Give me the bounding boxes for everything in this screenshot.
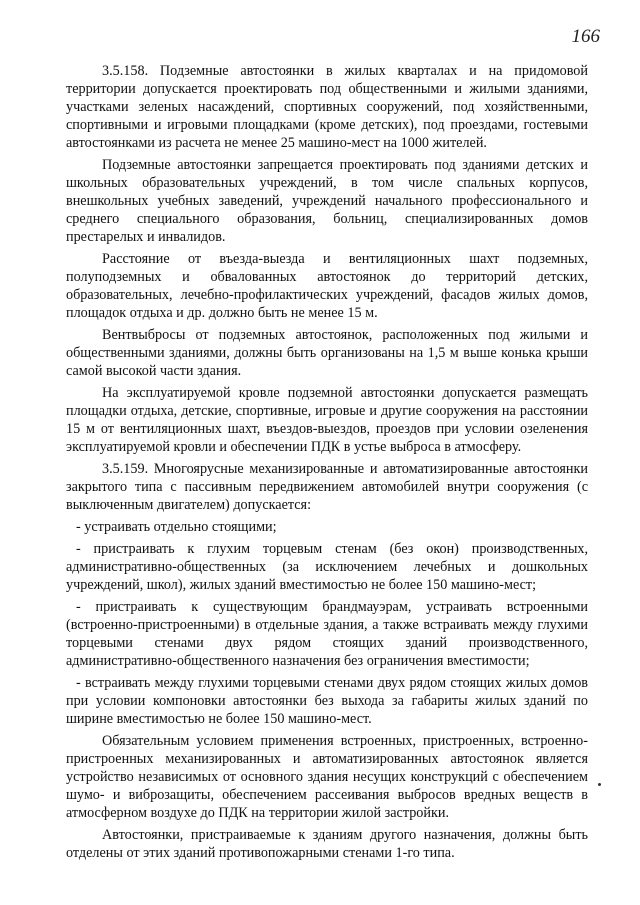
- page-number: 166: [571, 26, 600, 47]
- list-item: - пристраивать к глухим торцевым стенам (без окон) производственных, административно-общественных (за исключением лечебных и дошкольных учреждений, школ), жилых зданий вместимостью не более 150 машино-мест;: [66, 541, 588, 593]
- paragraph-ventilation: Вентвыбросы от подземных автостоянок, расположенных под жилыми и общественными зданиями, должны быть организованы на 1,5 м выше конька крыши самой высокой части здания.: [66, 327, 588, 379]
- paragraph-distance: Расстояние от въезда-выезда и вентиляционных шахт подземных, полуподземных и обвалованных автостоянок до территорий детских, образовательных, лечебно-профилактических учреждений, фасадов жилых домов, площадок отдыха и др. должно быть не менее 15 м.: [66, 251, 588, 321]
- list-item: - пристраивать к существующим брандмауэрам, устраивать встроенными (встроенно-пристроенными) в отдельные здания, а также встраивать между глухими торцевыми стенами двух рядом стоящих зданий производственного, административно-общественного назначения без ограничения вместимости;: [66, 599, 588, 669]
- scan-speck: [598, 783, 601, 786]
- paragraph-fire-walls: Автостоянки, пристраиваемые к зданиям другого назначения, должны быть отделены от этих зданий противопожарными стенами 1-го типа.: [66, 827, 588, 861]
- paragraph-3-5-158: 3.5.158. Подземные автостоянки в жилых кварталах и на придомовой территории допускается проектировать под общественными и жилыми зданиями, участками зеленых насаждений, спортивных сооружений, под хозяйственными, спортивными и игровыми площадками (кроме детских), под проездами, гостевыми автостоянками из расчета не менее 25 машино-мест на 1000 жителей.: [66, 63, 588, 151]
- paragraph-roof: На эксплуатируемой кровле подземной автостоянки допускается размещать площадки отдыха, детские, спортивные, игровые и другие сооружения на расстоянии 15 м от вентиляционных шахт, въездов-выездов, проездов при условии озеленения эксплуатируемой кровли и обеспечении ПДК в устье выброса в атмосферу.: [66, 385, 588, 455]
- paragraph-3-5-159: 3.5.159. Многоярусные механизированные и автоматизированные автостоянки закрытого типа с пассивным передвижением автомобилей внутри сооружения (с выключенным двигателем) допускается:: [66, 461, 588, 513]
- paragraph-mandatory-condition: Обязательным условием применения встроенных, пристроенных, встроенно-пристроенных механизированных и автоматизированных автостоянок является устройство независимых от основного здания несущих конструкций с обеспечением шумо- и виброзащиты, обеспечением рассеивания выбросов вредных веществ в атмосферном воздухе до ПДК на территории жилой застройки.: [66, 733, 588, 821]
- list-item: - устраивать отдельно стоящими;: [76, 519, 277, 535]
- paragraph-prohibition: Подземные автостоянки запрещается проектировать под зданиями детских и школьных образовательных учреждений, в том числе спальных корпусов, внешкольных учебных заведений, учреждений начального профессионального и среднего специального образования, больниц, специализированных домов престарелых и инвалидов.: [66, 157, 588, 245]
- list-item: - встраивать между глухими торцевыми стенами двух рядом стоящих жилых домов при условии компоновки автостоянки без выхода за габариты жилых зданий по ширине вместимостью не более 150 машино-мест.: [66, 675, 588, 727]
- document-body: [66, 62, 588, 866]
